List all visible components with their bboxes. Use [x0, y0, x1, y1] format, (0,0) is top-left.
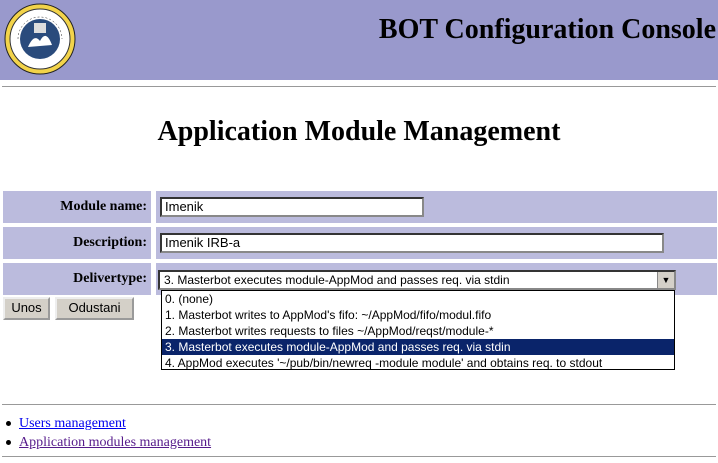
delivertype-dropdown — [161, 290, 675, 370]
users-management-link[interactable]: Users management — [19, 416, 126, 431]
chevron-down-icon[interactable]: ▼ — [657, 272, 674, 288]
console-title: BOT Configuration Console — [378, 14, 716, 45]
bullet-icon — [6, 421, 11, 426]
delivertype-option-3[interactable]: 3. Masterbot executes module-AppMod and passes req. via stdin — [162, 339, 674, 355]
delivertype-option-2[interactable]: 2. Masterbot writes requests to files ~/AppMod/reqst/module-* — [165, 324, 494, 338]
header-bar — [0, 0, 718, 80]
list-item — [6, 414, 211, 433]
delivertype-option-1[interactable]: 1. Masterbot writes to AppMod's fifo: ~/AppMod/fifo/modul.fifo — [165, 308, 492, 322]
bullet-icon — [6, 440, 11, 445]
unos-button[interactable]: Unos — [3, 297, 50, 320]
module-name-input[interactable]: Imenik — [160, 197, 424, 217]
list-item — [6, 433, 211, 452]
module-name-label: Module name: — [3, 191, 151, 223]
delivertype-select[interactable] — [158, 270, 676, 290]
application-modules-management-link[interactable]: Application modules management — [19, 435, 212, 450]
divider — [2, 404, 716, 406]
description-input[interactable]: Imenik IRB-a — [160, 233, 664, 253]
odustani-button[interactable]: Odustani — [55, 297, 134, 320]
institute-seal-icon — [4, 3, 76, 75]
delivertype-option-4[interactable]: 4. AppMod executes '~/pub/bin/newreq -module module' and obtains req. to stdout — [165, 356, 603, 370]
divider — [2, 456, 716, 458]
page-title: Application Module Management — [157, 116, 561, 147]
description-label: Description: — [3, 227, 151, 259]
delivertype-selected-value: 3. Masterbot executes module-AppMod and passes req. via stdin — [164, 273, 510, 287]
nav-links — [6, 414, 211, 452]
delivertype-option-0[interactable]: 0. (none) — [165, 292, 214, 306]
delivertype-label: Delivertype: — [3, 263, 151, 295]
divider — [2, 86, 716, 88]
